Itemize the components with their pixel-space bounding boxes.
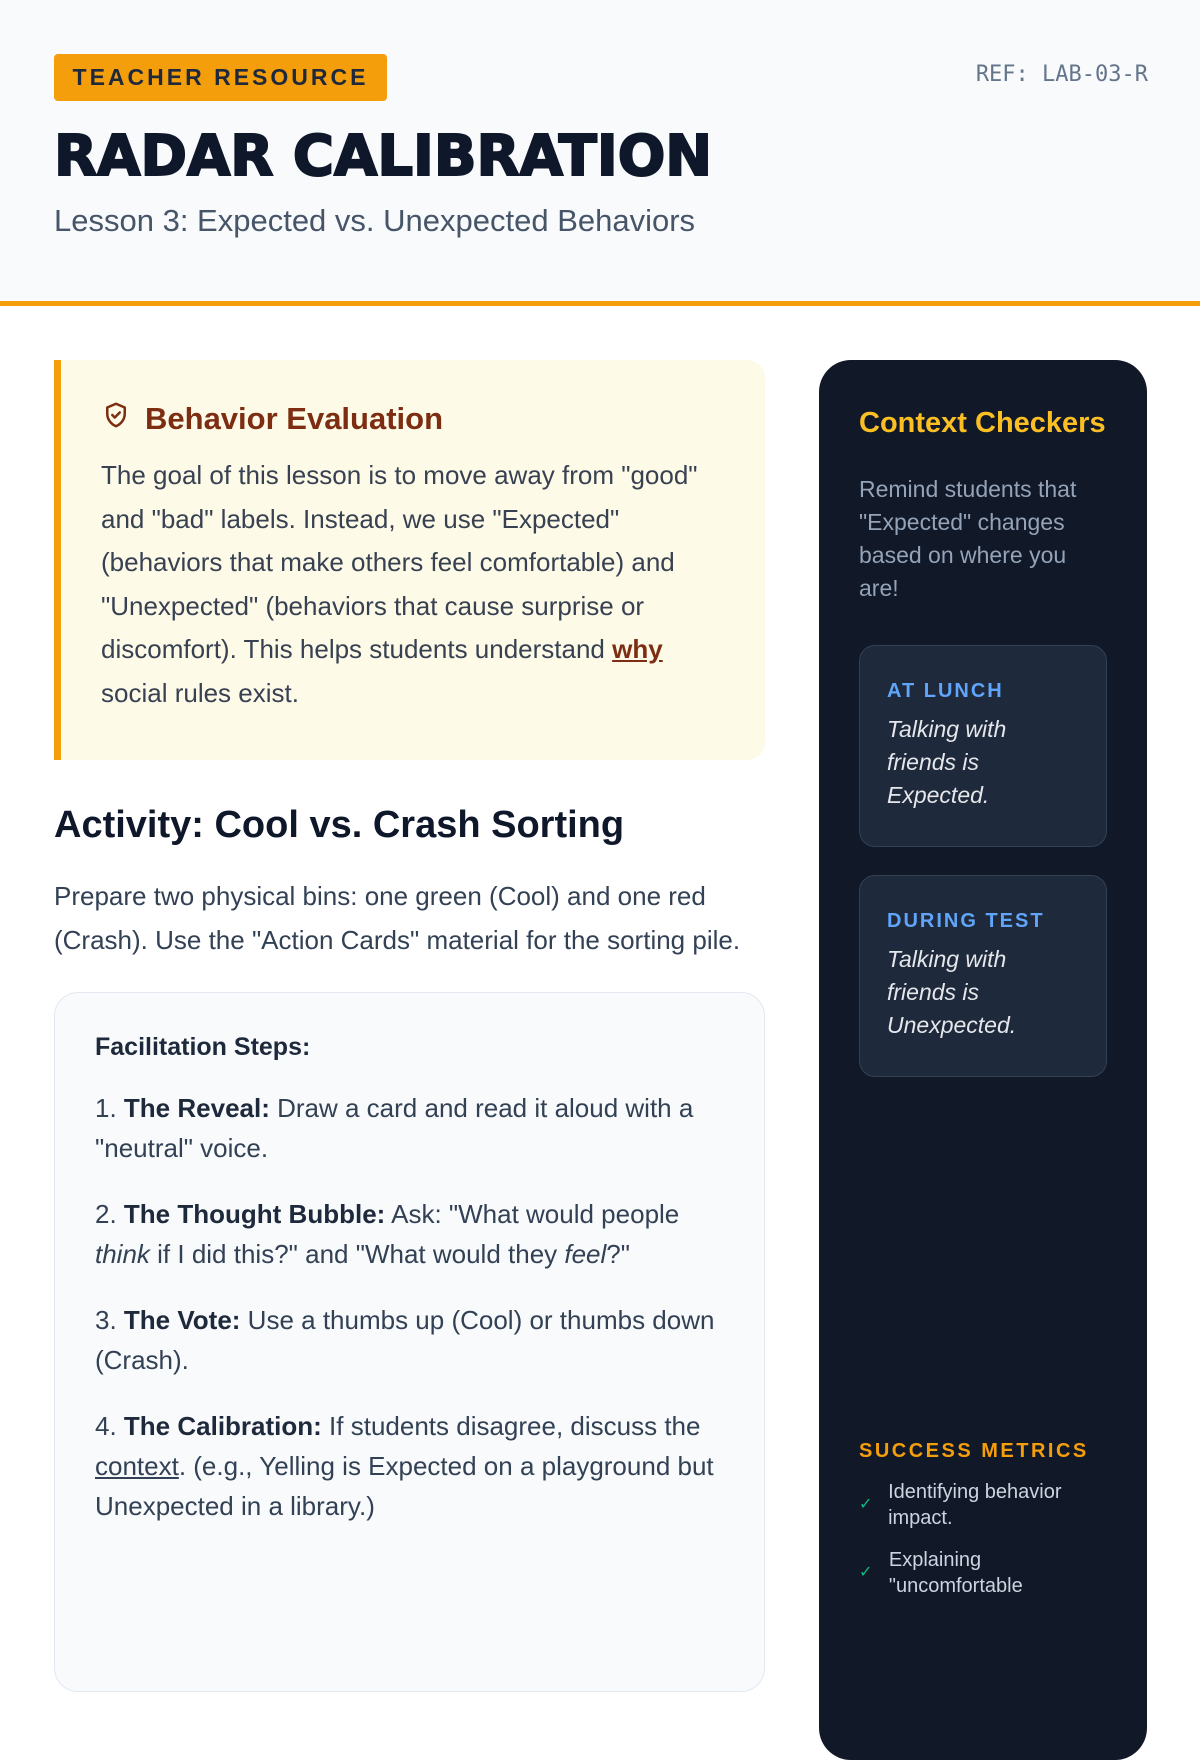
reference-code: REF: LAB-03-R [975, 62, 1148, 87]
page-header [0, 0, 1200, 306]
context-checkers-sidebar [819, 360, 1147, 1760]
steps-heading: Facilitation Steps: [95, 1033, 311, 1061]
callout-text [101, 454, 725, 715]
step-item: 3. The Vote: Use a thumbs up (Cool) or thumbs down (Crash). [95, 1305, 715, 1375]
sidebar-description: Remind students that "Expected" changes based on where you are! [859, 476, 1077, 601]
metric-text: Identifying behavior impact. [888, 1481, 1062, 1529]
text: social rules exist. [101, 677, 299, 708]
sidebar-title: Context Checkers [859, 407, 1106, 439]
check-icon: ✓ [859, 1496, 873, 1513]
facilitation-steps-box [54, 992, 765, 1692]
card-text: Talking with friends is Expected. [887, 716, 1007, 808]
step-item: 4. The Calibration: If students disagree, discuss the context. (e.g., Yelling is Expected on a playground but Unexpected in a library.) [95, 1411, 714, 1521]
activity-description: Prepare two physical bins: one green (Cool) and one red (Crash). Use the "Action Cards" material for the sorting pile. [54, 881, 741, 955]
check-icon: ✓ [859, 1564, 873, 1581]
card-text: Talking with friends is Unexpected. [887, 946, 1017, 1038]
card-label: AT LUNCH [887, 680, 1004, 702]
context-card-lunch [859, 645, 1107, 847]
behavior-evaluation-callout [54, 360, 765, 760]
page-title: RADAR CALIBRATION [54, 124, 713, 189]
metric-item [859, 1479, 1119, 1531]
metric-item [859, 1547, 1119, 1599]
metrics-heading: SUCCESS METRICS [859, 1440, 1089, 1462]
context-card-test [859, 875, 1107, 1077]
callout-heading: Behavior Evaluation [145, 401, 444, 436]
success-metrics [859, 1440, 1119, 1599]
card-label: DURING TEST [887, 910, 1045, 932]
activity-heading: Activity: Cool vs. Crash Sorting [54, 804, 625, 846]
page-subtitle: Lesson 3: Expected vs. Unexpected Behaviors [54, 203, 696, 238]
step-item: 2. The Thought Bubble: Ask: "What would people think if I did this?" and "What would they feel?" [95, 1199, 680, 1269]
main-content [54, 360, 765, 1692]
shield-check-icon [101, 400, 131, 438]
emphasis-why: why [612, 634, 663, 664]
text: The goal of this lesson is to move away from "good" and "bad" labels. Instead, we use "Expected" (behaviors that make others feel comfortable) and "Unexpected" (behaviors that cause surprise or discomfort). This helps students understand [101, 460, 698, 664]
metric-text: Explaining "uncomfortable [888, 1549, 1023, 1597]
callout-header [101, 400, 725, 438]
step-item: 1. The Reveal: Draw a card and read it aloud with a "neutral" voice. [95, 1093, 694, 1163]
teacher-resource-badge: TEACHER RESOURCE [54, 54, 387, 101]
